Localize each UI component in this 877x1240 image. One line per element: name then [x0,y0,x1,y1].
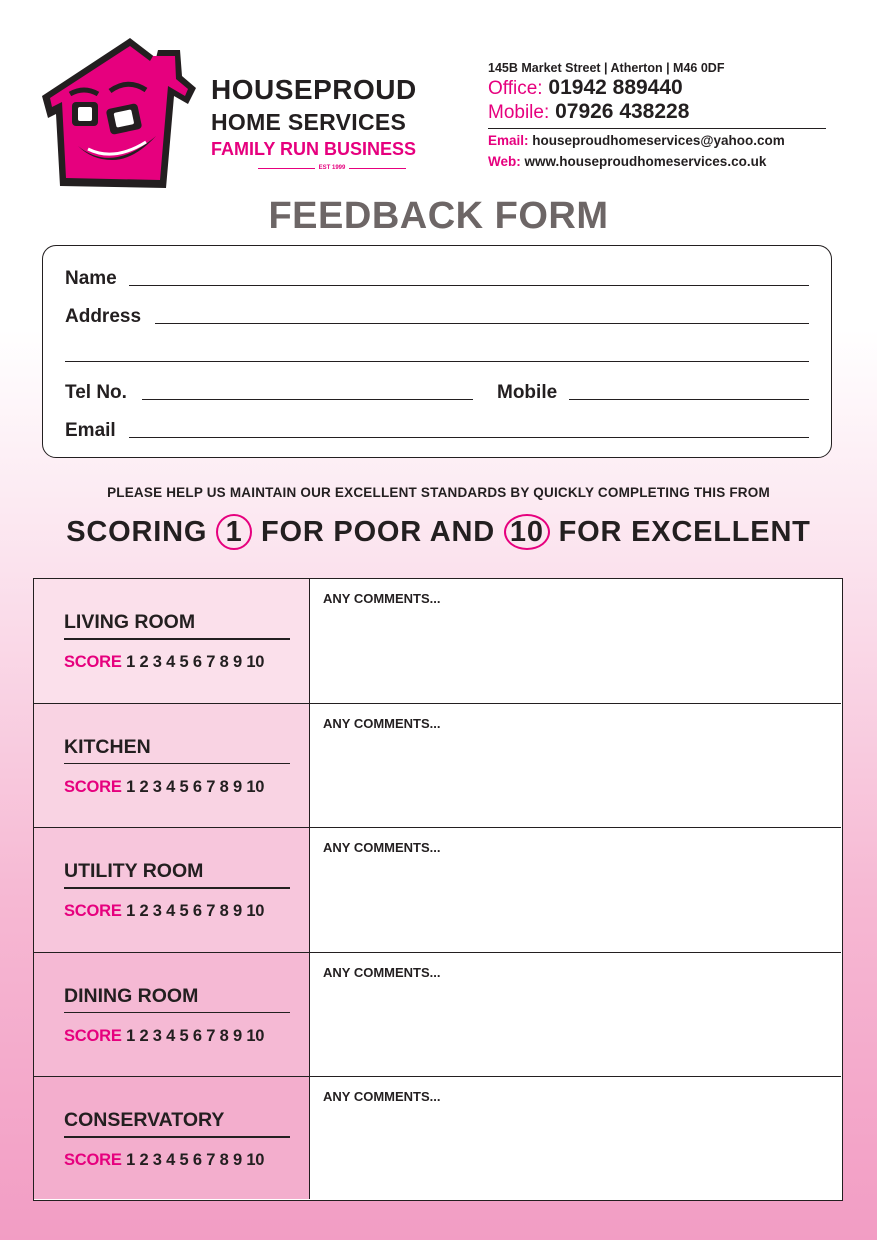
comments-label: ANY COMMENTS... [323,964,441,980]
business-address: 145B Market Street | Atherton | M46 0DF [488,61,725,75]
page-title: FEEDBACK FORM [268,195,609,237]
room-name: KITCHEN [64,735,151,758]
scoring-part-1: SCORING [66,516,208,548]
email-field[interactable] [129,437,809,438]
instruction-text: PLEASE HELP US MAINTAIN OUR EXCELLENT STANDARDS BY QUICKLY COMPLETING THIS FROM [107,485,770,500]
mobile-number: 07926 438228 [555,100,690,123]
score-values[interactable]: 1 2 3 4 5 6 7 8 9 10 [126,902,265,920]
table-row [34,953,841,1077]
brand-subname: HOME SERVICES [211,109,407,135]
room-cell [34,579,310,703]
score-label: SCORE [64,653,122,671]
room-name: DINING ROOM [64,984,199,1007]
room-name: CONSERVATORY [64,1109,225,1131]
comments-area[interactable] [310,1077,841,1199]
office-number: 01942 889440 [548,76,683,99]
room-name: LIVING ROOM [64,611,196,633]
mobile-field[interactable] [569,399,809,400]
tel-label: Tel No. [65,382,127,403]
score-label: SCORE [64,777,122,796]
score-scale[interactable] [64,1027,264,1046]
score-scale[interactable] [64,778,264,797]
score-label: SCORE [64,1026,122,1045]
table-row [34,579,841,703]
score-values[interactable]: 1 2 3 4 5 6 7 8 9 10 [126,1026,265,1045]
scoring-heading [0,514,877,550]
email-label: Email: [488,133,529,148]
address-field[interactable] [155,323,809,324]
contact-email [488,133,785,148]
table-row [34,1077,841,1199]
score-scale[interactable] [64,902,264,921]
contact-web [488,154,766,169]
email-value: houseproudhomeservices@yahoo.com [532,133,785,148]
comments-area[interactable] [310,704,841,828]
office-label: Office: [488,78,543,99]
room-cell [34,1077,310,1199]
address-field-line-2[interactable] [65,361,809,362]
score-high-circle: 10 [504,514,550,550]
tel-field[interactable] [142,399,473,400]
comments-area[interactable] [310,953,841,1077]
brand-tagline: FAMILY RUN BUSINESS [211,139,417,159]
web-value: www.houseproudhomeservices.co.uk [524,154,767,169]
customer-details-box [42,245,832,458]
smiling-house-icon [38,36,198,196]
web-label: Web: [488,154,521,169]
mobile-field-label: Mobile [497,382,558,403]
brand-name: HOUSEPROUD [211,74,417,105]
address-label: Address [65,306,142,327]
comments-label: ANY COMMENTS... [323,715,441,731]
established-badge [258,165,406,171]
score-scale[interactable] [64,1151,264,1170]
room-cell [34,704,310,828]
comments-label: ANY COMMENTS... [323,591,441,606]
room-divider [64,1136,290,1138]
feedback-table [33,578,843,1201]
room-divider [64,887,290,889]
score-label: SCORE [64,902,122,920]
mobile-phone [488,100,689,124]
score-low-circle: 1 [216,514,252,550]
name-label: Name [65,268,117,289]
established-text: EST 1999 [318,165,346,171]
contact-divider [488,128,826,129]
table-row [34,704,841,828]
room-cell [34,953,310,1077]
name-field[interactable] [129,285,809,286]
email-field-label: Email [65,420,116,441]
comments-label: ANY COMMENTS... [323,840,441,855]
scoring-part-2: FOR POOR AND [260,516,496,548]
office-phone [488,76,683,100]
score-scale[interactable] [64,653,264,672]
mobile-label: Mobile: [488,102,550,123]
comments-area[interactable] [310,579,841,703]
table-row [34,828,841,952]
room-divider [64,638,290,640]
score-values[interactable]: 1 2 3 4 5 6 7 8 9 10 [126,1151,265,1169]
room-divider [64,1012,290,1014]
score-values[interactable]: 1 2 3 4 5 6 7 8 9 10 [126,777,265,796]
comments-label: ANY COMMENTS... [323,1089,441,1104]
scoring-part-3: FOR EXCELLENT [558,516,811,548]
score-values[interactable]: 1 2 3 4 5 6 7 8 9 10 [126,653,265,671]
room-divider [64,763,290,765]
room-cell [34,828,310,952]
room-name: UTILITY ROOM [64,860,204,882]
score-label: SCORE [64,1151,122,1169]
comments-area[interactable] [310,828,841,952]
